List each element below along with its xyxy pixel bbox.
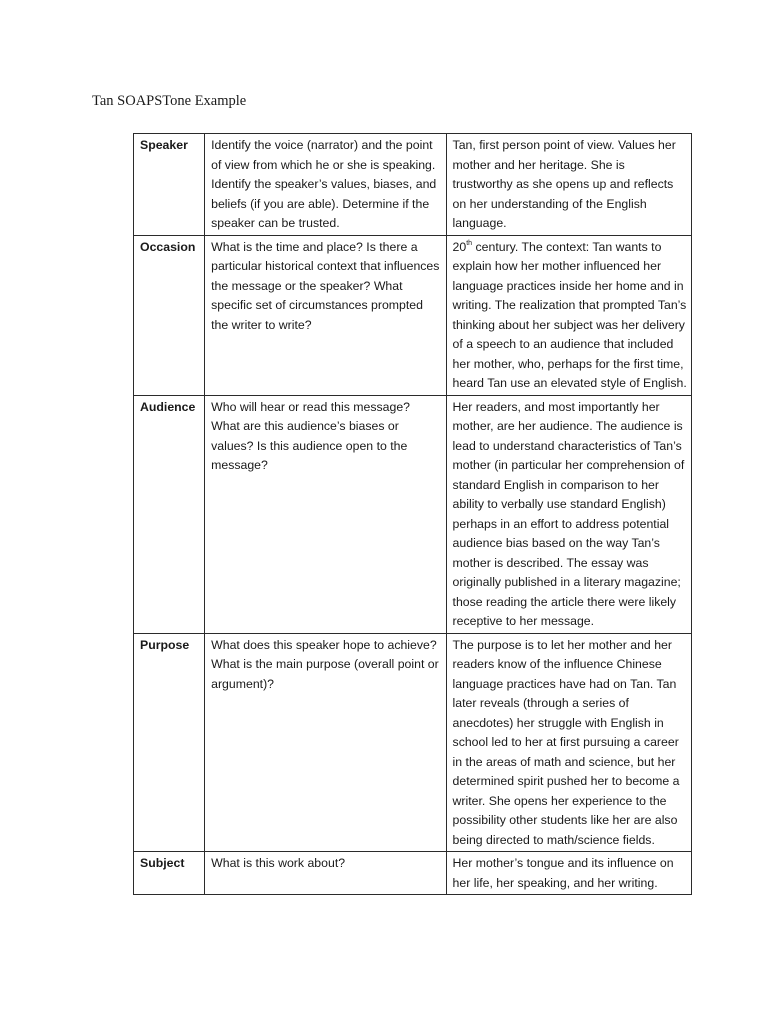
question-cell: Who will hear or read this message? What are this audience’s biases or values? Is this audience open to the message? xyxy=(205,395,446,633)
term-cell: Speaker xyxy=(134,134,205,236)
example-cell xyxy=(446,235,691,395)
soapstone-table xyxy=(133,133,692,895)
table-row-purpose xyxy=(134,633,692,852)
example-text: century. The context: Tan wants to explain how her mother influenced her language practices inside her home and in writing. The realization that prompted Tan’s thinking about her subject was her delivery of a speech to an audience that included her mother, who, perhaps for the first time, heard Tan use an elevated style of English. xyxy=(452,239,687,390)
question-cell: What is the time and place? Is there a particular historical context that influences the message or the speaker? What specific set of circumstances prompted the writer to write? xyxy=(205,235,446,395)
table-row-occasion xyxy=(134,235,692,395)
term-cell: Occasion xyxy=(134,235,205,395)
question-cell: Identify the voice (narrator) and the point of view from which he or she is speaking. Identify the speaker’s values, biases, and beliefs (if you are able). Determine if the speaker can be trusted. xyxy=(205,134,446,236)
ordinal-superscript: th xyxy=(466,239,473,247)
term-cell: Purpose xyxy=(134,633,205,852)
term-cell: Audience xyxy=(134,395,205,633)
example-cell: The purpose is to let her mother and her readers know of the influence Chinese language practices have had on Tan. Tan later reveals (through a series of anecdotes) her struggle with English in school led to her at first pursuing a career in the areas of math and science, but her determined spirit pushed her to become a writer. She opens her experience to the possibility other students like her are also being directed to math/science fields. xyxy=(446,633,691,852)
table-row-speaker xyxy=(134,134,692,236)
term-cell: Subject xyxy=(134,852,205,895)
example-cell: Tan, first person point of view. Values her mother and her heritage. She is trustworthy as she opens up and reflects on her understanding of the English language. xyxy=(446,134,691,236)
example-cell: Her readers, and most importantly her mother, are her audience. The audience is lead to understand characteristics of Tan’s mother (in particular her comprehension of standard English in comparison to her ability to verbally use standard English) perhaps in an effort to address potential audience bias based on the way Tan’s mother is described. The essay was originally published in a literary magazine; those reading the article there were likely receptive to her message. xyxy=(446,395,691,633)
page-title: Tan SOAPSTone Example xyxy=(92,93,247,109)
century-number: 20 xyxy=(452,239,467,254)
example-cell: Her mother’s tongue and its influence on her life, her speaking, and her writing. xyxy=(446,852,691,895)
question-cell: What is this work about? xyxy=(205,852,446,895)
question-cell: What does this speaker hope to achieve? What is the main purpose (overall point or argument)? xyxy=(205,633,446,852)
table-row-subject xyxy=(134,852,692,895)
table-row-audience xyxy=(134,395,692,633)
